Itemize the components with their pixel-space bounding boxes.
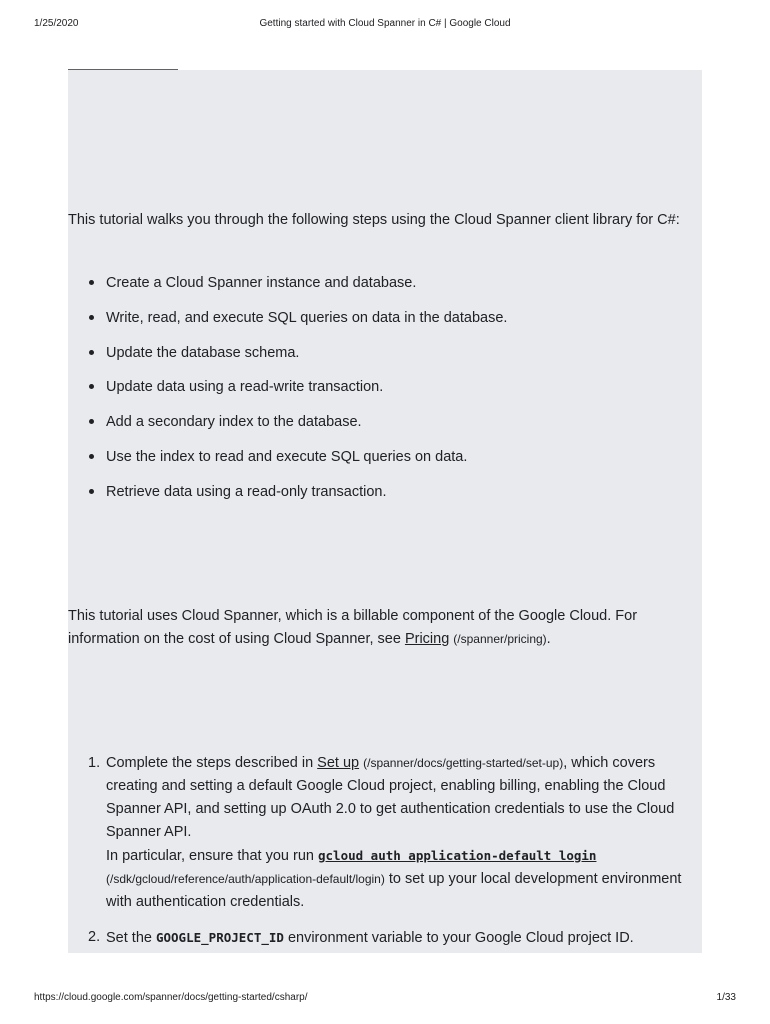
billing-text-end: . [546,631,551,647]
step-text: Complete the steps described in [106,755,318,771]
pricing-link[interactable]: Pricing [404,631,450,647]
gcloud-command-link[interactable]: gcloud auth application-default login [318,848,597,863]
page-url: https://cloud.google.com/spanner/docs/getting-started/csharp/ [34,992,308,1003]
setup-link[interactable]: Set up [317,755,360,771]
step-text-cont: environment variable to your Google Cloud project ID. [283,930,634,946]
setup-link-url: (/spanner/docs/getting-started/set-up) [363,756,564,770]
intro-paragraph: This tutorial walks you through the following steps using the Cloud Spanner client library for C#: [68,212,680,228]
list-item: Update the database schema. [68,342,698,364]
step-note: In particular, ensure that you run [106,848,318,864]
step-text: Set the [106,930,156,946]
billing-text: This tutorial uses Cloud Spanner, which is a billable component of the Google Cloud. For information on the cost of using Cloud Spanner, see [68,608,638,647]
list-item: Retrieve data using a read-only transaction. [68,481,698,503]
print-date: 1/25/2020 [34,18,79,29]
env-variable-code: GOOGLE_PROJECT_ID [155,930,284,945]
list-item: Use the index to read and execute SQL queries on data. [68,446,698,468]
objectives-list [68,272,698,516]
list-item [68,926,698,950]
list-item [68,752,698,914]
list-item: Update data using a read-write transaction. [68,376,698,398]
step-number: 2. [88,929,101,945]
step-text-cont: , which covers creating and setting a default Google Cloud project, enabling billing, enabling the Cloud Spanner API, and setting up OAuth 2.0 to get authentication credentials to use the Cloud Spanner API. [106,755,675,840]
step-number: 1. [88,755,101,771]
setup-steps-list [68,752,698,962]
print-header [34,18,736,32]
page-number: 1/33 [716,992,736,1003]
list-item: Write, read, and execute SQL queries on data in the database. [68,307,698,329]
list-item: Create a Cloud Spanner instance and database. [68,272,698,294]
pricing-link-url: (/spanner/pricing) [453,632,547,646]
billing-paragraph [68,605,698,651]
gcloud-command-url: (/sdk/gcloud/reference/auth/application-default/login) [106,872,385,886]
page-title: Getting started with Cloud Spanner in C# | Google Cloud [259,18,511,29]
print-footer [34,992,736,1006]
list-item: Add a secondary index to the database. [68,411,698,433]
step-note-end: to set up your local development environment with authentication credentials. [106,871,682,910]
